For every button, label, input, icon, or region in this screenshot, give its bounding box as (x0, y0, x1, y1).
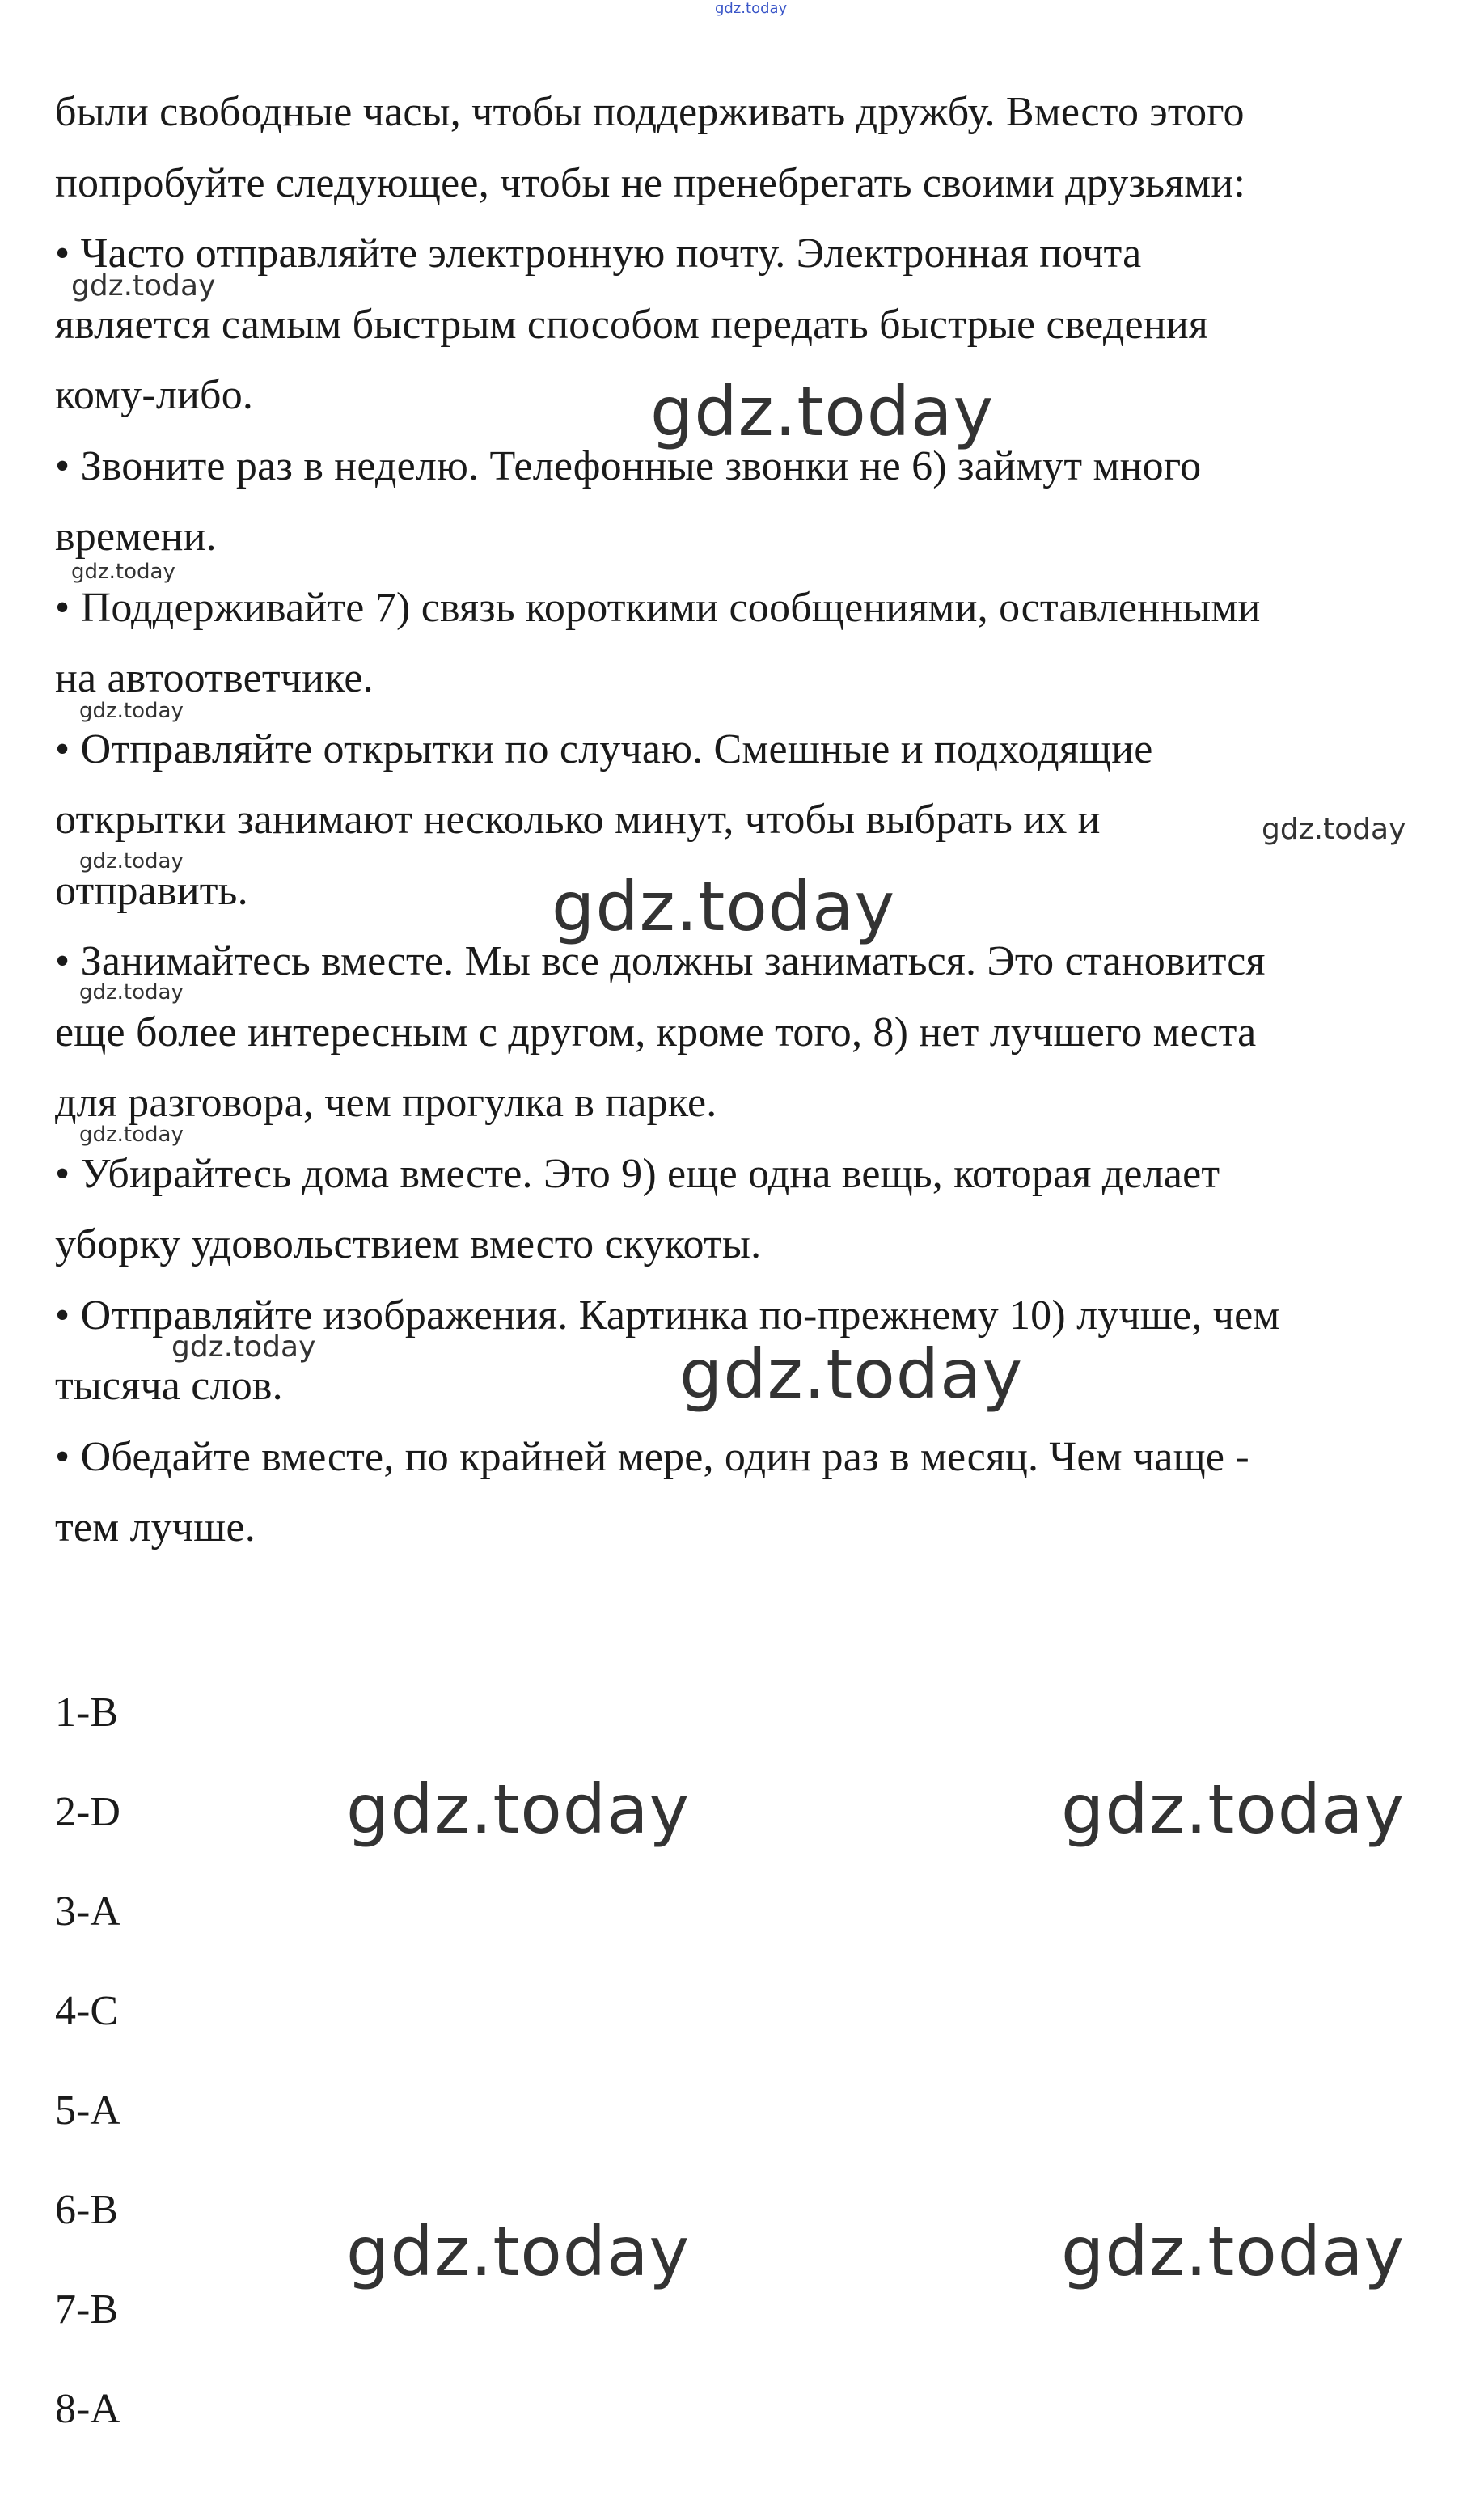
text-line: • Поддерживайте 7) связь короткими сообщениями, оставленными (55, 584, 1261, 631)
watermark: gdz.today (71, 560, 175, 584)
watermark: gdz.today (79, 849, 184, 873)
watermark-top: gdz.today (715, 0, 788, 17)
answer-item: 1-B (55, 1690, 118, 1736)
text-line: • Отправляйте открытки по случаю. Смешные и подходящие (55, 725, 1153, 772)
text-line: • Часто отправляйте электронную почту. Электронная почта (55, 231, 1142, 277)
watermark: gdz.today (171, 1330, 316, 1364)
answer-item: 5-A (55, 2087, 120, 2134)
text-line: • Звоните раз в неделю. Телефонные звонки не 6) займут много (55, 442, 1202, 489)
text-line: • Обедайте вместе, по крайней мере, один раз в месяц. Чем чаще - (55, 1433, 1249, 1480)
text-line: времени. (55, 514, 217, 560)
text-line: кому-либо. (55, 372, 254, 418)
text-line: • Отправляйте изображения. Картинка по-прежнему 10) лучше, чем (55, 1292, 1280, 1339)
answer-item: 4-C (55, 1988, 118, 2034)
answer-item: 3-A (55, 1889, 120, 1935)
text-line: является самым быстрым способом передать быстрые сведения (55, 301, 1208, 348)
text-line: уборку удовольствием вместо скукоты. (55, 1221, 762, 1267)
watermark: gdz.today (71, 269, 216, 302)
watermark: gdz.today (1061, 2212, 1406, 2291)
watermark: gdz.today (79, 1123, 184, 1147)
watermark: gdz.today (679, 1334, 1024, 1414)
watermark: gdz.today (346, 2212, 691, 2291)
watermark: gdz.today (552, 867, 896, 946)
watermark: gdz.today (1061, 1770, 1406, 1849)
watermark: gdz.today (1262, 813, 1406, 846)
watermark: gdz.today (650, 372, 995, 451)
answer-item: 7-B (55, 2286, 118, 2333)
text-line: тем лучше. (55, 1504, 256, 1550)
text-line: тысяча слов. (55, 1363, 283, 1409)
text-line: отправить. (55, 867, 248, 914)
text-line: для разговора, чем прогулка в парке. (55, 1080, 717, 1126)
body-text (55, 77, 1430, 1563)
answer-item: 6-B (55, 2187, 118, 2233)
text-line: • Занимайтесь вместе. Мы все должны заниматься. Это становится (55, 938, 1266, 984)
answer-item: 8-A (55, 2386, 120, 2432)
text-line: попробуйте следующее, чтобы не пренебрегать своими друзьями: (55, 159, 1246, 206)
answer-item: 2-D (55, 1789, 120, 1835)
watermark: gdz.today (79, 699, 184, 723)
text-line: еще более интересным с другом, кроме того, 8) нет лучшего места (55, 1009, 1257, 1055)
watermark: gdz.today (79, 980, 184, 1005)
answer-list (55, 1689, 120, 2485)
text-line: открытки занимают несколько минут, чтобы выбрать их и (55, 797, 1101, 843)
watermark: gdz.today (346, 1770, 691, 1849)
text-line: были свободные часы, чтобы поддерживать дружбу. Вместо этого (55, 89, 1245, 135)
text-line: на автоответчике. (55, 655, 374, 701)
text-line: • Убирайтесь дома вместе. Это 9) еще одна вещь, которая делает (55, 1150, 1220, 1197)
